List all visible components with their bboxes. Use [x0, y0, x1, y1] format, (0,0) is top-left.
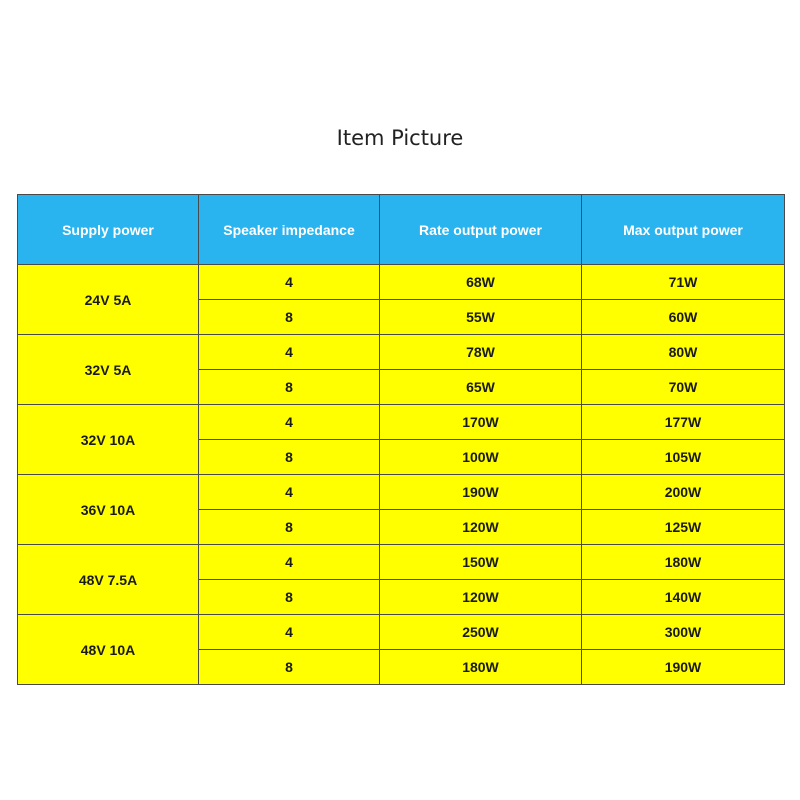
table-row — [18, 615, 785, 650]
max-cell: 80W — [582, 335, 785, 370]
rate-cell: 190W — [380, 475, 582, 510]
max-cell: 140W — [582, 580, 785, 615]
impedance-cell: 8 — [199, 510, 380, 545]
max-cell: 60W — [582, 300, 785, 335]
rate-cell: 100W — [380, 440, 582, 475]
supply-cell: 32V 5A — [18, 335, 199, 405]
supply-cell: 48V 7.5A — [18, 545, 199, 615]
max-cell: 190W — [582, 650, 785, 685]
max-cell: 200W — [582, 475, 785, 510]
supply-cell: 36V 10A — [18, 475, 199, 545]
impedance-cell: 8 — [199, 370, 380, 405]
supply-cell: 24V 5A — [18, 265, 199, 335]
header-speaker-impedance: Speaker impedance — [199, 195, 380, 265]
supply-cell: 48V 10A — [18, 615, 199, 685]
table-header-row — [18, 195, 785, 265]
impedance-cell: 4 — [199, 545, 380, 580]
impedance-cell: 4 — [199, 615, 380, 650]
max-cell: 177W — [582, 405, 785, 440]
impedance-cell: 8 — [199, 440, 380, 475]
rate-cell: 65W — [380, 370, 582, 405]
max-cell: 125W — [582, 510, 785, 545]
table-row — [18, 405, 785, 440]
rate-cell: 250W — [380, 615, 582, 650]
max-cell: 71W — [582, 265, 785, 300]
supply-cell: 32V 10A — [18, 405, 199, 475]
page-title: Item Picture — [336, 126, 464, 150]
table-row — [18, 265, 785, 300]
impedance-cell: 8 — [199, 300, 380, 335]
spec-table — [17, 194, 785, 685]
impedance-cell: 4 — [199, 475, 380, 510]
header-max-output-power: Max output power — [582, 195, 785, 265]
impedance-cell: 8 — [199, 580, 380, 615]
max-cell: 70W — [582, 370, 785, 405]
rate-cell: 68W — [380, 265, 582, 300]
max-cell: 180W — [582, 545, 785, 580]
rate-cell: 78W — [380, 335, 582, 370]
rate-cell: 120W — [380, 510, 582, 545]
rate-cell: 150W — [380, 545, 582, 580]
header-supply-power: Supply power — [18, 195, 199, 265]
table-row — [18, 545, 785, 580]
impedance-cell: 8 — [199, 650, 380, 685]
rate-cell: 55W — [380, 300, 582, 335]
max-cell: 300W — [582, 615, 785, 650]
header-rate-output-power: Rate output power — [380, 195, 582, 265]
rate-cell: 180W — [380, 650, 582, 685]
impedance-cell: 4 — [199, 405, 380, 440]
impedance-cell: 4 — [199, 335, 380, 370]
max-cell: 105W — [582, 440, 785, 475]
table-row — [18, 335, 785, 370]
rate-cell: 120W — [380, 580, 582, 615]
rate-cell: 170W — [380, 405, 582, 440]
table-row — [18, 475, 785, 510]
impedance-cell: 4 — [199, 265, 380, 300]
